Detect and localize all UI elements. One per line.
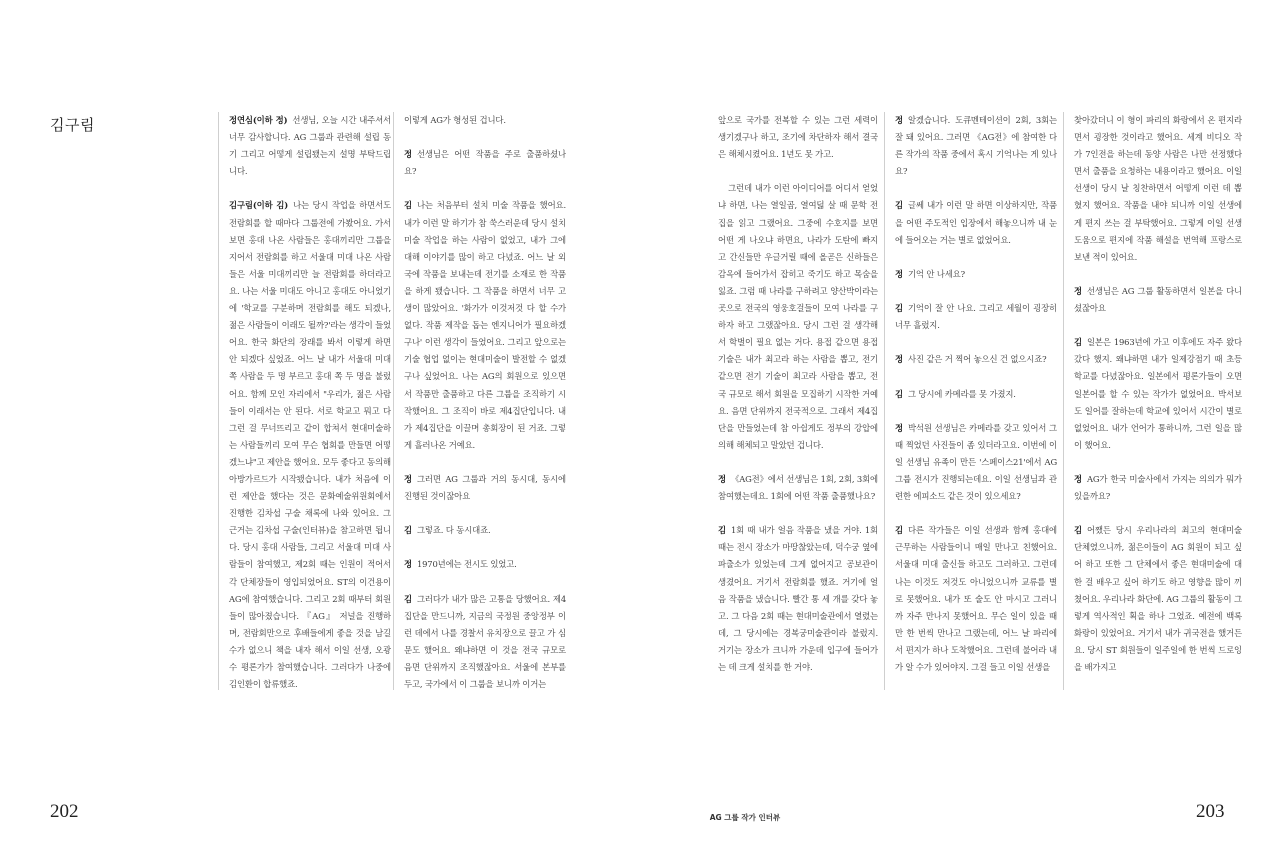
speaker-label: 정 — [404, 149, 412, 160]
running-title: AG 그룹 작가 인터뷰 — [709, 813, 781, 822]
speaker-label: 김구림(이하 김) — [229, 200, 289, 211]
interview-paragraph — [895, 300, 1057, 334]
interview-paragraph — [229, 197, 391, 690]
interview-paragraph — [404, 556, 566, 573]
interview-paragraph — [1074, 522, 1242, 676]
interview-paragraph — [895, 522, 1057, 676]
text-column-4 — [884, 112, 1057, 690]
paragraph-text: 알겠습니다. 도큐멘테이션이 2회, 3회는 잘 돼 있어요. 그러면 《AG전》에 참여한 다른 작가의 작품 중에서 혹시 기억나는 게 있나요? — [895, 115, 1057, 177]
paragraph-text: 앞으로 국가를 전복할 수 있는 그런 세력이 생기겠구나 하고, 조기에 차단하자 해서 결국은 해체시켰어요. 1년도 못 가고. — [718, 115, 878, 160]
interview-paragraph — [895, 351, 1057, 368]
interview-paragraph — [718, 522, 878, 676]
paragraph-text: 그러다가 내가 많은 고통을 당했어요. 제4집단을 만드니까, 지금의 국정원 중앙정부 이런 데에서 나를 경찰서 유치장으로 끌고 가 심문도 했어요. 왜냐하면 이 것을 전국 규모로 음면 단위까지 조직했잖아요. 서울에 본부를 두고, 국가에서 이 그룹을 보니까 이거는 — [404, 593, 566, 690]
paragraph-text: 선생님은 어떤 작품을 주로 출품하셨나요? — [404, 149, 566, 177]
interview-paragraph — [895, 266, 1057, 283]
paragraph-text: 이렇게 AG가 형성된 겁니다. — [404, 115, 506, 125]
speaker-label: 정 — [895, 422, 903, 433]
speaker-label: 정 — [895, 268, 903, 279]
interview-paragraph — [404, 471, 566, 505]
interview-paragraph — [895, 420, 1057, 505]
speaker-label: 정 — [1074, 285, 1082, 296]
speaker-label: 정 — [718, 473, 726, 484]
paragraph-text: 1970년에는 전시도 있었고. — [416, 559, 517, 570]
speaker-label: 김 — [895, 303, 903, 314]
paragraph-text: AG가 한국 미술사에서 가지는 의의가 뭐가 있을까요? — [1074, 473, 1242, 502]
body-paragraph — [404, 112, 566, 129]
interview-paragraph — [404, 522, 566, 539]
speaker-label: 정 — [404, 559, 412, 570]
interview-paragraph — [1074, 283, 1242, 317]
paragraph-text: 나는 당시 작업을 하면서도 전람회를 할 때마다 그룹전에 가봤어요. 가서 보면 홍대 나온 사람들은 홍대끼리만 그룹을 지어서 전람회를 하고 서울대 미대 나온 사람들은 서울 미대끼리만 늘 전람회를 하더라고요. 나는 서울 미대도 아니고 홍대도 아니었기에 '학교를 구분하며 전람회를 해도 되겠나, 젊은 사람들이 이래도 될까?'라는 생각이 들었어요. 한국 화단의 장래를 봐서 이렇게 하면 안 되겠다 싶었죠. 어느 날 내가 서울대 미대 쪽 사람을 두 명 부르고 홍대 쪽 두 명을 불렀어요. 함께 모인 자리에서 "우리가, 젊은 사람들이 이래서는 안 된다. 서로 학교고 뭐고 다 그런 걸 무너뜨리고 같이 합쳐서 현대미술하는 사람들끼리 모여 무슨 협회를 만들면 어떻겠느냐"고 제안을 했어요. 모두 좋다고 동의해 아방가르드가 시작됐습니다. 내가 처음에 이런 제안을 했다는 것은 문화예술위원회에서 진행한 김차섭 구술 채록에 나와 있어요. 그 근거는 김차섭 구술(인터뷰)을 참고하면 됩니다. 당시 홍대 사람들, 그리고 서울대 미대 사람들이 참여했고, 제2회 때는 인원이 적어서 각 단체장들이 영입되었어요. ST의 이건용이 AG에 참여했습니다. 그리고 2회 때부터 회원들이 많아졌습니다. 『AG』 저널을 진행하며, 전람회만으로 후배들에게 좋을 것을 남길 수가 없으니 책을 내자 해서 이일 선생, 오광수 평론가가 참여했습니다. 그러다가 나중에 김인환이 합류했죠. — [229, 200, 391, 690]
speaker-label: 정연심(이하 정) — [229, 115, 288, 125]
paragraph-text: 찾아갔더니 이 형이 파리의 화랑에서 온 편지라면서 굉장한 것이라고 했어요. 세계 비디오 작가 7인전을 하는데 동양 사람은 나만 선정했다면서 출품을 요청하는 내용이라고 했어요. 이일 선생이 당시 날 칭찬하면서 어떻게 이런 데 뽑혔지 했어요. 작품을 내야 되니까 이일 선생에게 편지 쓰는 걸 부탁했어요. 그렇게 이일 선생 도움으로 편지에 작품 해설을 번역해 프랑스로 보낸 적이 있어요. — [1074, 115, 1242, 262]
author-name: 김구림 — [50, 116, 95, 134]
speaker-label: 김 — [1074, 525, 1082, 536]
interview-paragraph — [229, 112, 391, 180]
paragraph-text: 1회 때 내가 얼음 작품을 냈을 거야. 1회 때는 전시 장소가 마땅찮았는데, 덕수궁 옆에 파출소가 있었는데 그게 없어지고 공보관이 생겼어요. 거기서 전람회를 했죠. 거기에 얼음 작품을 냈습니다. 빨간 통 세 개를 갖다 놓고. 그 다음 2회 때는 현대미술관에서 열렸는데, 그 당시에는 경복궁미술관이라 불렀지. 거기는 장소가 크니까 가운데 입구에 들어가는 데 크게 설치를 한 거야. — [718, 525, 878, 672]
text-column-5 — [1063, 112, 1242, 690]
paragraph-text: 그 당시에 카메라를 못 가졌지. — [907, 388, 1016, 399]
paragraph-text: 그런데 내가 이런 아이디어를 어디서 얻었냐 하면, 나는 열일곱, 열여덟 살 때 문학 전집을 읽고 그랬어요. 그중에 수호지를 보면 어떤 게 나오냐 하면요, 나라가 도탄에 빠지고 간신들만 우글거릴 때에 올곧은 신하들은 감옥에 들어가서 잡히고 죽기도 하고 목숨을 잃죠. 그럼 때 나라를 구하려고 양산박이라는 곳으로 전국의 영웅호걸들이 모여 나라를 구하자 하고 그랬잖아요. 당시 그런 걸 생각해서 학벌이 필요 없는 거다. 용접 같으면 용접 기술은 내가 최고라 하는 사람을 뽑고, 전기 같으면 전기 기술이 최고라 사람을 뽑고, 전국 규모로 해서 회원을 모집하기 시작한 거예요. 음면 단위까지 전국적으로. 그래서 제4집단을 만들었는데 참 아쉽게도 정부의 강압에 의해 해체되고 말았던 겁니다. — [718, 183, 878, 450]
speaker-label: 정 — [1074, 473, 1082, 484]
speaker-label: 정 — [895, 354, 903, 365]
paragraph-text: 다른 작가들은 이일 선생과 함께 홍대에 근무하는 사람들이니 매일 만나고 친했어요. 서울대 미대 출신들 하고도 그러하고. 그런데 나는 이것도 저것도 아니었으니까 교류를 별로 못했어요. 내가 또 술도 안 마시고 그러니까 자주 만나지 못했어요. 무슨 일이 있을 때만 한 번씩 만나고 그랬는데, 어느 날 파리에서 편지가 하나 도착했어요. 그런데 불어라 내가 알 수가 있어야지. 그걸 들고 이일 선생을 — [895, 525, 1057, 672]
speaker-label: 김 — [895, 388, 903, 399]
paragraph-text: 기억이 잘 안 나요. 그리고 세월이 굉장히 너무 흘렀지. — [895, 303, 1057, 331]
page-number-left: 202 — [50, 801, 79, 822]
interview-paragraph — [1074, 334, 1242, 454]
paragraph-text: 기억 안 나세요? — [907, 268, 965, 279]
interview-paragraph — [718, 471, 878, 505]
interview-paragraph — [404, 591, 566, 690]
paragraph-text: 그러면 AG 그룹과 거의 동시대, 동시에 진행된 것이잖아요 — [404, 473, 566, 502]
body-paragraph — [718, 180, 878, 454]
body-paragraph — [718, 112, 878, 163]
paragraph-text: 그렇죠. 다 동시대죠. — [416, 525, 491, 536]
speaker-label: 김 — [895, 200, 903, 211]
text-column-2 — [393, 112, 566, 690]
body-paragraph — [1074, 112, 1242, 266]
paragraph-text: 선생님, 오늘 시간 내주셔서 너무 감사합니다. AG 그룹과 관련해 설립 동기 그리고 어떻게 설립됐는지 설명 부탁드립니다. — [229, 115, 391, 177]
text-column-3 — [718, 112, 878, 690]
paragraph-text: 어쨌든 당시 우리나라의 최고의 현대미술 단체였으니까, 젊은이들이 AG 회원이 되고 싶어 하고 또한 그 단체에서 좋은 현대미술에 대한 걸 배우고 싶어 하기도 하고 영향을 많이 끼쳤어요. 우리나라 화단에. AG 그룹의 활동이 그렇게 역사적인 획을 하나 그었죠. 예전에 백록화랑이 있었어요. 거기서 내가 귀국전을 했거든요. 당시 ST 회원들이 일주일에 한 번씩 드로잉을 배가지고 — [1074, 525, 1242, 672]
interview-paragraph — [1074, 471, 1242, 505]
speaker-label: 김 — [1074, 337, 1082, 348]
paragraph-text: 글쎄 내가 이런 말 하면 이상하지만, 작품을 어떤 주도적인 입장에서 해놓으니까 내 눈에 들어오는 거는 별로 없었어요. — [895, 200, 1057, 245]
speaker-label: 정 — [404, 473, 412, 484]
speaker-label: 김 — [718, 525, 726, 536]
speaker-label: 정 — [895, 115, 903, 125]
paragraph-text: 일본은 1963년에 가고 이후에도 자주 왔다 갔다 했지. 왜냐하면 내가 일제강점기 때 초등학교를 다녔잖아요. 일본에서 평론가들이 오면 일본어를 할 수 있는 작가가 없었어요. 박서보도 일어를 잘하는데 학교에 있어서 시간이 별로 없었어요. 내가 언어가 통하니까, 그런 일을 많이 했어요. — [1074, 337, 1242, 450]
text-column-1 — [218, 112, 391, 690]
speaker-label: 김 — [895, 525, 903, 536]
speaker-label: 김 — [404, 525, 412, 536]
interview-paragraph — [404, 197, 566, 453]
interview-paragraph — [895, 112, 1057, 180]
paragraph-text: 선생님은 AG 그룹 활동하면서 일본을 다니셨잖아요 — [1074, 285, 1242, 314]
interview-paragraph — [895, 197, 1057, 248]
interview-paragraph — [404, 146, 566, 180]
speaker-label: 김 — [404, 200, 412, 211]
interview-paragraph — [895, 386, 1057, 403]
paragraph-text: 박석원 선생님은 카메라를 갖고 있어서 그때 찍었던 사진들이 좀 있더라고요. 이번에 이일 선생님 유족이 만든 '스페이스21'에서 AG 그룹 전시가 진행되는데요. 이일 선생님과 관련한 에피소드 같은 것이 있으세요? — [895, 422, 1057, 502]
paragraph-text: 사진 같은 거 찍어 놓으신 건 없으시죠? — [907, 354, 1047, 365]
paragraph-text: 나는 처음부터 설치 미술 작품을 했어요. 내가 이런 말 하기가 참 쑥스러운데 당시 설치 미술 작업을 하는 사람이 없었고, 내가 그에 대해 이야기를 많이 하고 다녔죠. 어느 날 외국에 작품을 보내는데 전기를 소재로 한 작품을 하게 됐습니다. 그 작품을 하면서 너무 고생이 많았어요. '화가가 이것저것 다 할 수가 없다. 작품 제작을 돕는 엔지니어가 필요하겠구나' 이런 생각이 들었어요. 그리고 앞으로는 기술 협업 없이는 현대미술이 발전할 수 없겠구나 싶었어요. 나는 AG의 회원으로 있으면서 작품만 출품하고 다른 그룹을 조직하기 시작했어요. 그 조직이 바로 제4집단입니다. 내가 제4집단을 이끌며 총회장이 된 거죠. 그렇게 흘러나온 거예요. — [404, 200, 566, 450]
paragraph-text: 《AG전》에서 선생님은 1회, 2회, 3회에 참여했는데요. 1회에 어떤 작품 출품했나요? — [718, 473, 878, 502]
speaker-label: 김 — [404, 593, 412, 604]
page-number-right: 203 — [1196, 801, 1225, 822]
